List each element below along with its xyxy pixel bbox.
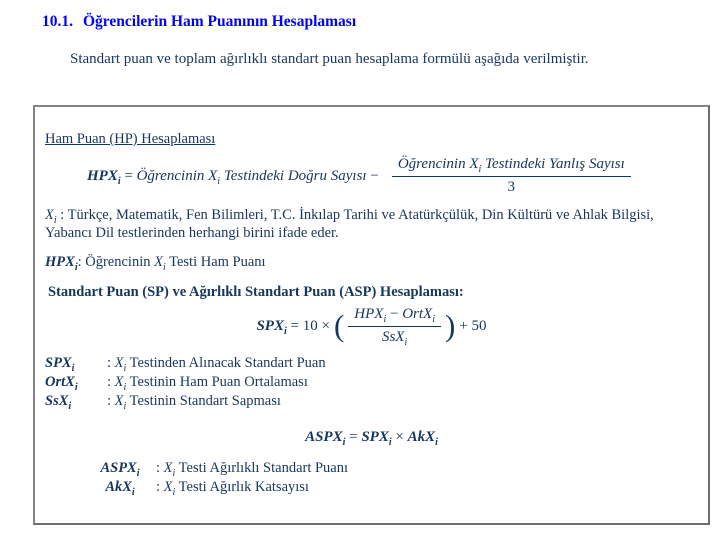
fraction-denominator: SsX$_i$: [381, 329, 408, 348]
intro-paragraph: Standart puan ve toplam ağırlıklı standart puan hesaplama formülü aşağıda verilmiştir.: [70, 51, 589, 67]
hp-heading: Ham Puan (HP) Hesaplaması: [45, 131, 216, 147]
fraction-denominator: 3: [507, 179, 516, 195]
hp-formula: [87, 156, 698, 196]
definition-row: [45, 373, 698, 392]
left-paren: (: [333, 307, 345, 343]
sp-formula: [45, 306, 698, 346]
definition-term: $ASPX_i$: [100, 460, 140, 479]
right-paren: ): [444, 307, 456, 343]
sp-formula-tail: + 50: [459, 317, 487, 334]
sp-formula-lhs: $SPX_i = 10$ ×: [256, 317, 330, 337]
formula-box: [33, 105, 710, 525]
x-definition: $X_i$ : Türkçe, Matematik, Fen Bilimleri, T.C. İnkılap Tarihi ve Atatürkçülük, Din Kültürü ve Ahlak Bilgisi, Yabancı Dil testlerinden herhangi birini ifade eder.: [45, 207, 654, 241]
section-heading: [42, 13, 356, 31]
section-title: Öğrencilerin Ham Puanının Hesaplaması: [83, 13, 357, 30]
asp-formula: $ASPX_i = SPX_i \times AkX_i$: [305, 429, 438, 448]
definition-term: AkX$_i$: [105, 479, 135, 498]
definition-row: [84, 478, 698, 497]
definition-term: $SPX_i$: [45, 355, 75, 374]
sp-definitions: [45, 354, 698, 411]
hp-formula-lhs: $HPX_i$ = Öğrencinin $X_i$ Testindeki Doğru Sayısı −: [87, 167, 379, 187]
hp-formula-fraction: [392, 156, 631, 196]
definition-row: [45, 354, 698, 373]
definition-text: : $X_i$ Testinin Ham Puan Ortalaması: [107, 374, 308, 393]
sp-asp-heading: Standart Puan (SP) ve Ağırlıklı Standart Puan (ASP) Hesaplaması:: [48, 284, 464, 300]
definition-text: : $X_i$ Testinin Standart Sapması: [107, 393, 281, 412]
definition-text: : $X_i$ Testi Ağırlıklı Standart Puanı: [156, 460, 349, 479]
definition-term: SsX$_i$: [45, 393, 72, 412]
definition-text: : $X_i$ Testi Ağırlık Katsayısı: [156, 479, 309, 498]
definition-text: : $X_i$ Testinden Alınacak Standart Puan: [107, 355, 326, 374]
definition-row: [84, 459, 698, 478]
section-number: 10.1.: [42, 13, 73, 30]
definition-row: [45, 392, 698, 411]
asp-definitions: [84, 459, 698, 497]
sp-formula-fraction: [348, 306, 441, 346]
fraction-numerator: $HPX_i$ − OrtX$_i$: [348, 306, 441, 327]
fraction-numerator: Öğrencinin $X_i$ Testindeki Yanlış Sayısı: [392, 156, 631, 177]
definition-term: OrtX$_i$: [45, 374, 78, 393]
hpx-definition: $HPX_i$: Öğrencinin $X_i$ Testi Ham Puanı: [45, 254, 266, 273]
